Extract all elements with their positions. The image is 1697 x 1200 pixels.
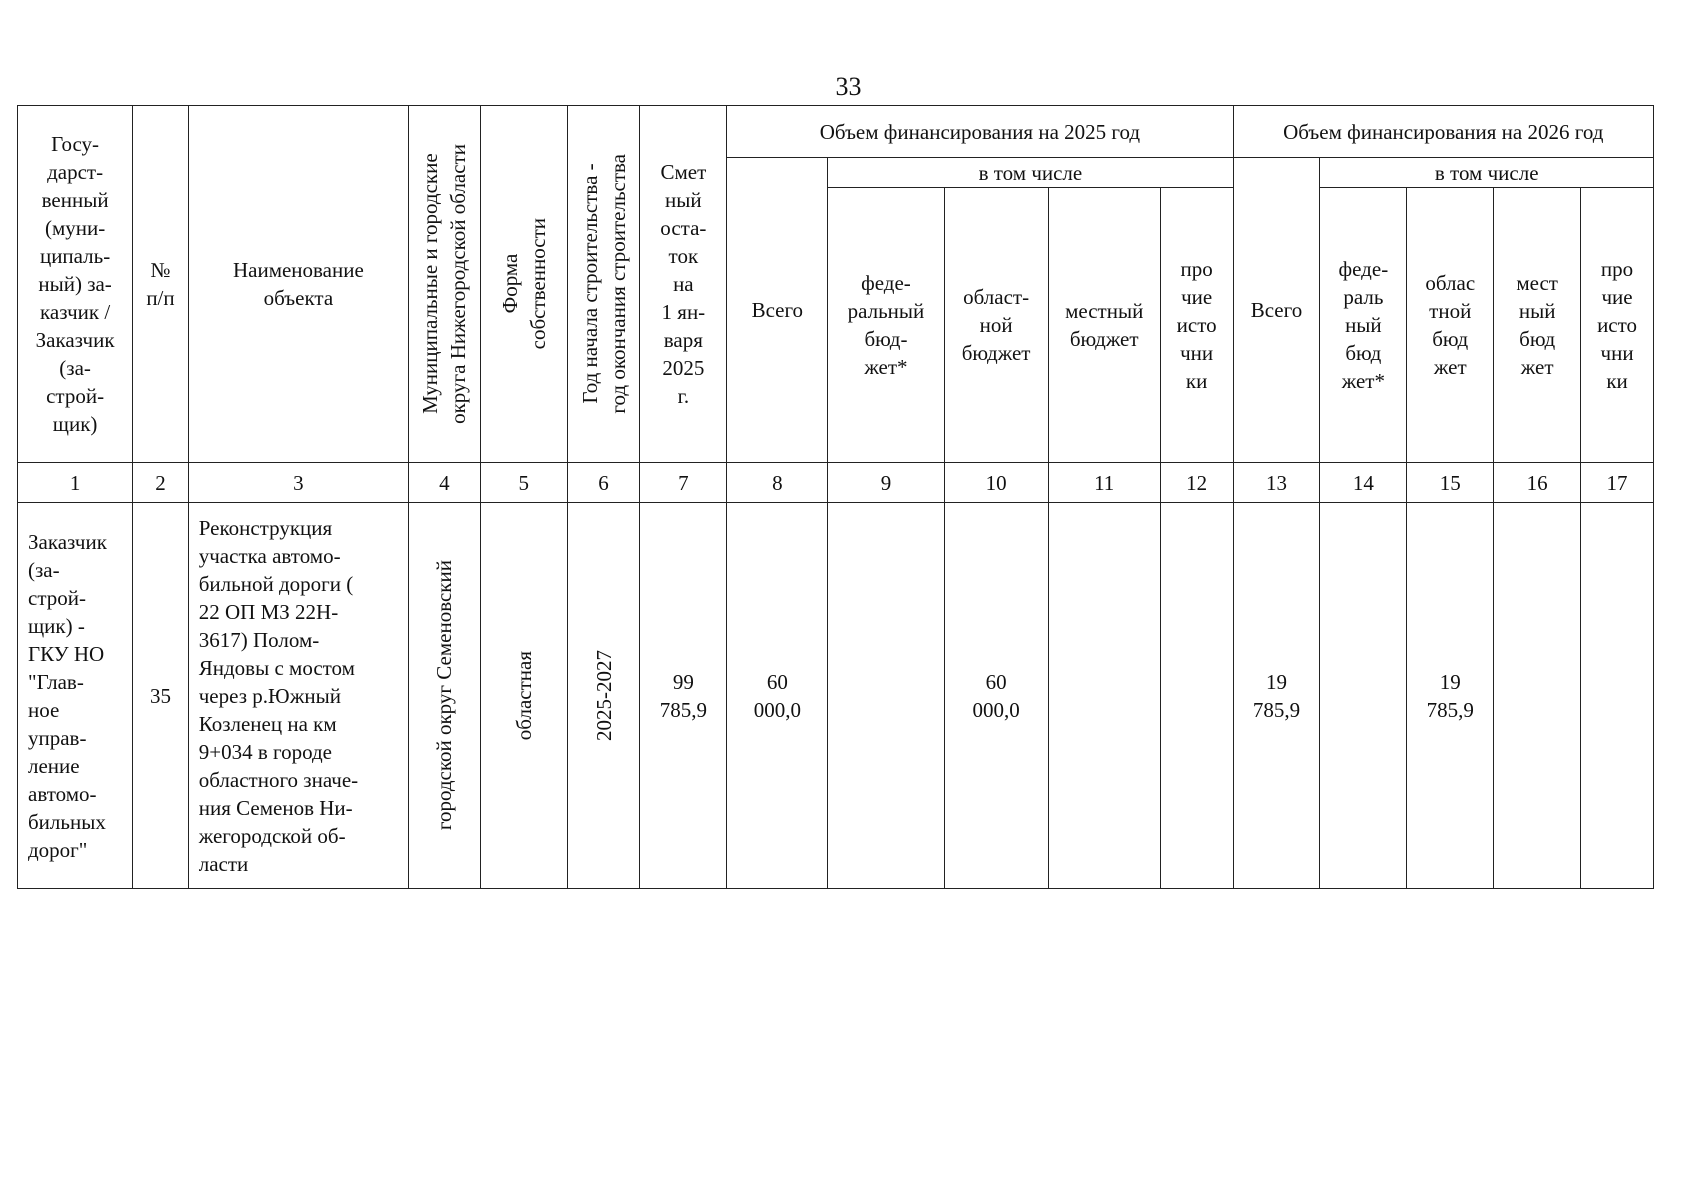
column-number: 16 — [1494, 463, 1581, 503]
row-estimated-balance: 99 785,9 — [640, 503, 727, 889]
header-funding-2025: Объем финансирования на 2025 год — [727, 106, 1233, 158]
header-years-cell — [567, 106, 640, 463]
column-number: 2 — [133, 463, 189, 503]
column-number: 11 — [1048, 463, 1160, 503]
column-number: 15 — [1407, 463, 1494, 503]
header-including-2026: в том числе — [1320, 158, 1654, 188]
row-years-cell — [567, 503, 640, 889]
header-federal-2025: феде- ральный бюд- жет* — [828, 188, 944, 463]
row-other-2026 — [1581, 503, 1654, 889]
header-total-2025: Всего — [727, 158, 828, 463]
header-total-2026: Всего — [1233, 158, 1320, 463]
header-local-2026: мест ный бюд жет — [1494, 188, 1581, 463]
column-number: 9 — [828, 463, 944, 503]
page-number: 33 — [835, 72, 862, 101]
header-federal-2026: феде- раль ный бюд жет* — [1320, 188, 1407, 463]
row-ownership-cell — [480, 503, 567, 889]
row-num: 35 — [133, 503, 189, 889]
column-number: 12 — [1160, 463, 1233, 503]
row-federal-2026 — [1320, 503, 1407, 889]
row-total-2026: 19 785,9 — [1233, 503, 1320, 889]
row-years: 2025-2027 — [591, 650, 616, 741]
column-number: 8 — [727, 463, 828, 503]
column-number: 13 — [1233, 463, 1320, 503]
header-ownership-cell — [480, 106, 567, 463]
row-municipality: городской округ Семеновский — [432, 560, 457, 831]
row-other-2025 — [1160, 503, 1233, 889]
header-estimated-balance: Смет ный оста- ток на 1 ян- варя 2025 г. — [640, 106, 727, 463]
row-federal-2025 — [828, 503, 944, 889]
row-local-2025 — [1048, 503, 1160, 889]
header-object-name: Наименование объекта — [188, 106, 408, 463]
row-ownership: областная — [511, 650, 536, 741]
table-row — [18, 503, 1654, 889]
row-municipality-cell — [409, 503, 481, 889]
row-total-2025: 60 000,0 — [727, 503, 828, 889]
header-regional-2026: облас тной бюд жет — [1407, 188, 1494, 463]
header-municipality-cell — [409, 106, 481, 463]
header-funding-2026: Объем финансирования на 2026 год — [1233, 106, 1653, 158]
header-local-2025: местный бюджет — [1048, 188, 1160, 463]
header-years: Год начала строительства - год окончания строительства — [577, 154, 630, 414]
header-other-2026: про чие исто чни ки — [1581, 188, 1654, 463]
header-customer: Госу- дарст- венный (муни- ципаль- ный) за- казчик / Заказчик (за- строй- щик) — [18, 106, 133, 463]
header-municipality: Муниципальные и городские округа Нижегородской области — [418, 144, 471, 424]
column-number: 7 — [640, 463, 727, 503]
header-other-2025: про чие исто чни ки — [1160, 188, 1233, 463]
row-object-name: Реконструкция участка автомо- бильной дороги ( 22 ОП МЗ 22Н- 3617) Полом- Яндовы с мостом через р.Южный Козленец на км 9+034 в городе областного значе- ния Семенов Ни- жегородской об- ласти — [188, 503, 408, 889]
column-number: 10 — [944, 463, 1048, 503]
column-number: 14 — [1320, 463, 1407, 503]
row-regional-2026: 19 785,9 — [1407, 503, 1494, 889]
row-regional-2025: 60 000,0 — [944, 503, 1048, 889]
financing-table — [17, 105, 1654, 889]
column-number: 6 — [567, 463, 640, 503]
header-including-2025: в том числе — [828, 158, 1233, 188]
header-ownership: Форма собственности — [497, 218, 550, 350]
row-local-2026 — [1494, 503, 1581, 889]
column-number: 1 — [18, 463, 133, 503]
column-number: 17 — [1581, 463, 1654, 503]
header-regional-2025: област- ной бюджет — [944, 188, 1048, 463]
row-customer: Заказчик (за- строй- щик) - ГКУ НО "Глав- ное управ- ление автомо- бильных дорог" — [18, 503, 133, 889]
column-number: 3 — [188, 463, 408, 503]
column-number: 4 — [409, 463, 481, 503]
column-number: 5 — [480, 463, 567, 503]
header-num: № п/п — [133, 106, 189, 463]
